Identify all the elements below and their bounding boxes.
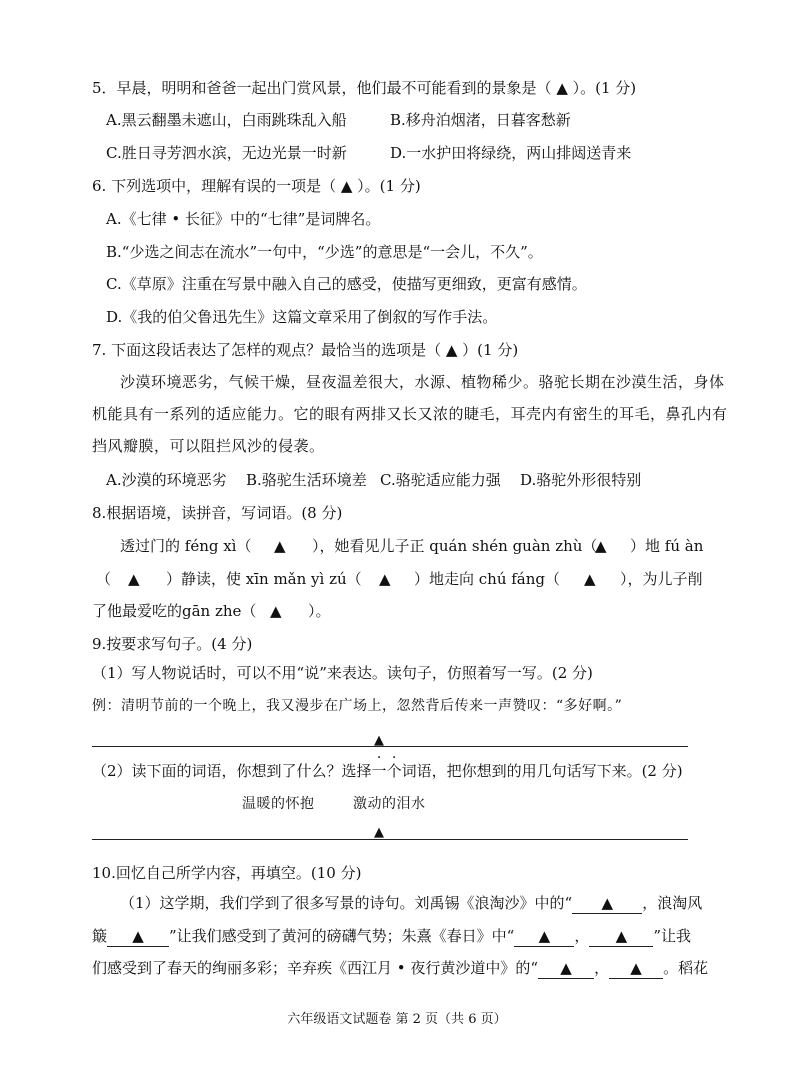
- q6-option-d: D.《我的伯父鲁迅先生》这篇文章采用了倒叙的写作手法。: [106, 308, 498, 326]
- q7-passage-line-3: 挡风瓣膜，可以阻拦风沙的侵袭。: [92, 437, 325, 455]
- q9-stem: 9.按要求写句子。(4 分): [92, 635, 253, 653]
- q7-stem: 7. 下面这段话表达了怎样的观点？最恰当的选项是（ ▲ ）(1 分): [92, 341, 519, 359]
- q10-line-2: [92, 926, 691, 947]
- q8-line-1c: ）地 fú àn: [630, 537, 704, 555]
- fill-blank[interactable]: ▲: [609, 958, 663, 979]
- q6-option-b: B.“少选之间志在流水”一句中，“少选”的意思是“一会儿，不久”。: [106, 243, 543, 261]
- answer-line: [92, 746, 688, 747]
- answer-mark: ▲: [379, 570, 391, 588]
- q8-line-1a: 透过门的 féng xì（: [120, 537, 252, 555]
- q6-stem: 6. 下列选项中，理解有误的一项是（ ▲ ）。(1 分): [92, 177, 421, 195]
- q9-sub1: （1）写人物说话时，可以不用“说”来表达。读句子，仿照着写一写。(2 分): [92, 664, 593, 682]
- q8-line-2a: （: [96, 570, 112, 588]
- q9-sub2-a: （2）读下面的词语，你想到了什么？选择: [92, 762, 372, 780]
- q10-line-2c: ，: [574, 927, 590, 945]
- page-footer: 六年级语文试题卷 第 2 页（共 6 页）: [287, 1012, 507, 1027]
- q5-option-b: B.移舟泊烟渚，日暮客愁新: [390, 111, 571, 129]
- answer-mark: ▲: [374, 733, 384, 748]
- q10-line-3c: 。稻花: [663, 959, 709, 977]
- q10-line-2b: ”让我们感受到了黄河的磅礴气势；朱熹《春日》中“: [169, 927, 515, 945]
- q7-option-a: A.沙漠的环境恶劣: [106, 471, 227, 489]
- q8-line-3b: ）。: [308, 602, 331, 620]
- q5-option-c: C.胜日寻芳泗水滨，无边光景一时新: [106, 144, 347, 162]
- emphasis-char: 个: [386, 762, 402, 780]
- q10-line-1a: （1）这学期，我们学到了很多写景的诗句。刘禹锡《浪淘沙》中的“: [120, 894, 573, 912]
- q9-word-2: 激动的泪水: [353, 796, 426, 812]
- q7-passage-line-2: 机能具有一系列的适应能力。它的眼有两排又长又浓的睫毛，耳壳内有密生的耳毛，鼻孔内有: [92, 405, 728, 423]
- q5-stem: 5．早晨，明明和爸爸一起出门赏风景，他们最不可能看到的景象是（ ▲ ）。(1 分): [92, 79, 637, 97]
- q5-option-d: D.一水护田将绿绕，两山排闼送青来: [390, 144, 632, 162]
- fill-blank[interactable]: ▲: [538, 958, 594, 979]
- q6-option-c: C.《草原》注重在写景中融入自己的感受，使描写更细致，更富有感情。: [106, 275, 587, 293]
- answer-mark: ▲: [270, 602, 282, 620]
- q9-sub2: [92, 761, 683, 781]
- q10-stem: 10.回忆自己所学内容，再填空。(10 分): [92, 864, 362, 882]
- fill-blank[interactable]: ▲: [107, 926, 169, 947]
- q5-option-a: A.黑云翻墨未遮山，白雨跳珠乱入船: [106, 111, 347, 129]
- q10-line-2a: 簸: [92, 927, 108, 945]
- q8-line-2b: ）静读，使 xīn mǎn yì zú（: [166, 570, 362, 588]
- q8-line-3a: 了他最爱吃的gān zhe（: [92, 602, 257, 620]
- q10-line-1b: ，浪淘风: [642, 894, 703, 912]
- q7-option-b: B.骆驼生活环境差: [246, 471, 367, 489]
- fill-blank[interactable]: ▲: [514, 926, 574, 947]
- answer-mark: ▲: [374, 825, 384, 840]
- fill-blank[interactable]: ▲: [589, 926, 653, 947]
- q8-line-2c: ）地走向 chú fáng（: [414, 570, 561, 588]
- q6-option-a: A.《七律 • 长征》中的“七律”是词牌名。: [106, 210, 381, 228]
- q7-option-d: D.骆驼外形很特别: [520, 471, 642, 489]
- answer-mark: ▲: [595, 537, 607, 555]
- q8-line-1b: ），她看见儿子正 quán shén guàn zhù（: [312, 537, 598, 555]
- q10-line-3: [92, 958, 708, 979]
- q9-word-1: 温暖的怀抱: [242, 796, 315, 812]
- q7-option-c: C.骆驼适应能力强: [380, 471, 501, 489]
- q10-line-3b: ，: [594, 959, 610, 977]
- answer-line: [92, 839, 688, 840]
- emphasis-char: 一: [371, 762, 387, 780]
- q10-line-2d: ”让我: [653, 927, 692, 945]
- q9-sub2-b: 词语，把你想到的用几句话写下来。(2 分): [401, 762, 683, 780]
- q8-stem: 8.根据语境，读拼音，写词语。(8 分): [92, 504, 343, 522]
- fill-blank[interactable]: ▲: [572, 893, 642, 914]
- answer-mark: ▲: [128, 570, 140, 588]
- answer-mark: ▲: [584, 570, 596, 588]
- q10-line-3a: 们感受到了春天的绚丽多彩；辛弃疾《西江月 • 夜行黄沙道中》的“: [92, 959, 539, 977]
- q7-passage-line-1: 沙漠环境恶劣，气候干燥，昼夜温差很大，水源、植物稀少。骆驼长期在沙漠生活，身体: [120, 373, 725, 391]
- q9-example: 例：清明节前的一个晚上，我又漫步在广场上，忽然背后传来一声赞叹：“多好啊。”: [92, 698, 623, 714]
- q10-line-1: [120, 893, 702, 914]
- answer-mark: ▲: [274, 537, 286, 555]
- q8-line-2d: ），为儿子削: [620, 570, 703, 588]
